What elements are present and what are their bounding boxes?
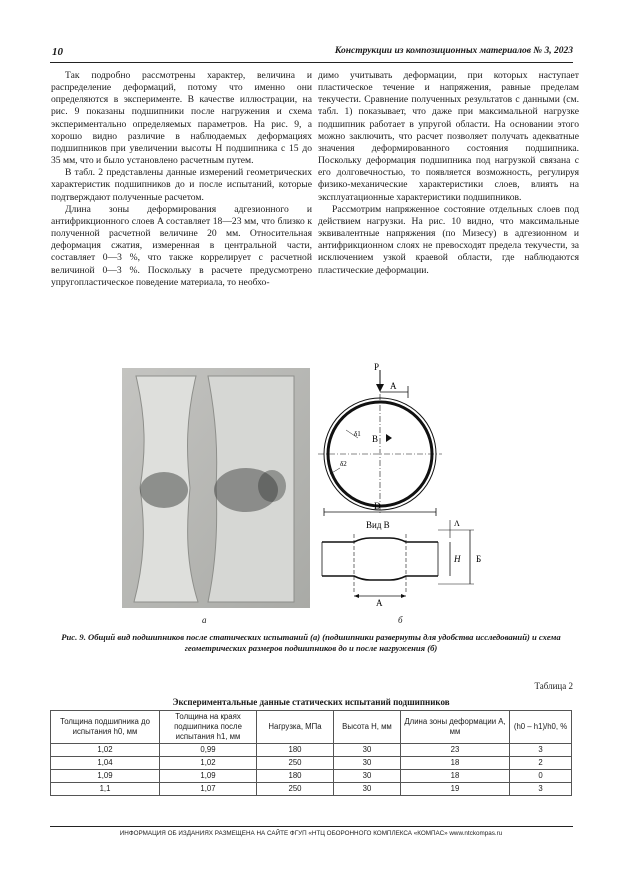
geometry-diagram — [314, 362, 504, 612]
table-cell: 19 — [401, 783, 510, 796]
figure-caption: Рис. 9. Общий вид подшипников после статических испытаний (а) (подшипники развернуты для удобства исследований) и схема геометрических размеров подшипников до и после нагружения (б) — [61, 632, 561, 653]
figure-label-b: б — [398, 615, 403, 625]
view-marker: B — [372, 434, 379, 444]
paragraph: Так подробно рассмотрены характер, величина и распределение деформаций, потому что именно они определяются в эксперименте. В качестве иллюстрации, на рис. 9 показаны подшипники после нагружения и схема экспериментально определяемых параметров. На рис. 9, а хорошо видно различие в наблюдаемых деформациях подшипников при увеличении высоты H подшипника с 15 до 35 мм, что и было установлено расчетным путем. — [51, 70, 312, 167]
journal-title: Конструкции из композиционных материалов № 3, 2023 — [334, 46, 573, 56]
page-number: 10 — [52, 46, 63, 58]
table-cell: 30 — [334, 744, 401, 757]
table-label: Таблица 2 — [534, 681, 573, 691]
table-cell: 180 — [257, 744, 334, 757]
column-header: Толщина на краях подшипника после испытания h1, мм — [160, 711, 257, 744]
bearings-photo-drawing — [122, 368, 310, 608]
dim-d: D — [374, 501, 381, 511]
column-header: Длина зоны деформации A, мм — [401, 711, 510, 744]
table-cell: 180 — [257, 770, 334, 783]
footer: ИНФОРМАЦИЯ ОБ ИЗДАНИЯХ РАЗМЕЩЕНА НА САЙТЕ ФГУП «НТЦ ОБОРОННОГО КОМПЛЕКСА «КОМПАС» www.ntckompas.ru — [119, 830, 503, 837]
body-column-right — [318, 70, 579, 277]
table-cell: 3 — [510, 783, 572, 796]
dim-lambda: Λ — [454, 519, 460, 528]
table-cell: 250 — [257, 757, 334, 770]
results-table — [50, 710, 572, 796]
paragraph: Длина зоны деформирования адгезионного и антифрикционного слоев A составляет 18—23 мм, что близко к полученной расчетной величине 20 мм. Относительная деформация сжатия, измеренная в центральной части, составляет 0—3 %, что также коррелирует с расчетной величиной 0—3 %. Поскольку в расчете предусмотрено упругопластическое поведение материала, то необхо- — [51, 203, 312, 288]
table-cell: 1,09 — [51, 770, 160, 783]
table-row — [51, 783, 572, 796]
load-label: P — [374, 362, 380, 372]
table-row — [51, 757, 572, 770]
table-cell: 18 — [401, 770, 510, 783]
table-cell: 1,02 — [160, 757, 257, 770]
table-title: Экспериментальные данные статических испытаний подшипников — [172, 697, 450, 707]
column-header: Нагрузка, МПа — [257, 711, 334, 744]
paragraph: Рассмотрим напряженное состояние отдельных слоев под действием нагрузки. На рис. 10 видно, что максимальные эквивалентные напряжения (по Мизесу) в адгезионном и антифрикционном слоях не превосходят предела текучести, за исключением узкой краевой области, где наблюдаются пластические деформации. — [318, 203, 579, 276]
table-cell: 23 — [401, 744, 510, 757]
delta2-label: δ2 — [340, 460, 347, 468]
table-cell: 18 — [401, 757, 510, 770]
table-cell: 250 — [257, 783, 334, 796]
table-cell: 30 — [334, 757, 401, 770]
figure-label-a: а — [202, 615, 207, 625]
table-cell: 1,07 — [160, 783, 257, 796]
table-cell: 0 — [510, 770, 572, 783]
dim-a-bottom: A — [376, 598, 383, 608]
dim-a-top: A — [390, 381, 397, 391]
table-row — [51, 770, 572, 783]
body-column-left — [51, 70, 312, 289]
footer-rule — [50, 826, 573, 827]
header-rule — [50, 62, 573, 63]
bearings-photo — [122, 368, 310, 608]
table-header-row — [51, 711, 572, 744]
table-cell: 1,09 — [160, 770, 257, 783]
table-cell: 1,1 — [51, 783, 160, 796]
table-cell: 2 — [510, 757, 572, 770]
column-header: Толщина подшипника до испытания h0, мм — [51, 711, 160, 744]
table-cell: 3 — [510, 744, 572, 757]
column-header: Высота H, мм — [334, 711, 401, 744]
dim-h: H — [454, 554, 461, 564]
delta1-label: δ1 — [354, 430, 361, 438]
table-cell: 30 — [334, 783, 401, 796]
paragraph: В табл. 2 представлены данные измерений геометрических характеристик подшипников до и после испытаний, которые подтверждают полученные расчетом. — [51, 167, 312, 203]
paragraph: димо учитывать деформации, при которых наступает пластическое течение и напряжения, равные пределам текучести. Сравнение полученных результатов с данными (см. табл. 1) показывает, что даже при максимальной нагрузке подшипник работает в упругой области. На основании этого можно заключить, что расчет позволяет получать адекватные значения деформированного состояния подшипника. Поскольку деформация подшипника под нагрузкой связана с его долговечностью, то появляется возможность, регулируя физико-механические характеристики слоев, влиять на эксплуатационные характеристики подшипников. — [318, 70, 579, 203]
table-cell: 0,99 — [160, 744, 257, 757]
dim-b: Б — [476, 554, 482, 564]
table-cell: 1,04 — [51, 757, 160, 770]
view-title: Вид B — [366, 520, 390, 530]
table-row — [51, 744, 572, 757]
column-header: (h0 – h1)/h0, % — [510, 711, 572, 744]
table-cell: 30 — [334, 770, 401, 783]
table-cell: 1,02 — [51, 744, 160, 757]
